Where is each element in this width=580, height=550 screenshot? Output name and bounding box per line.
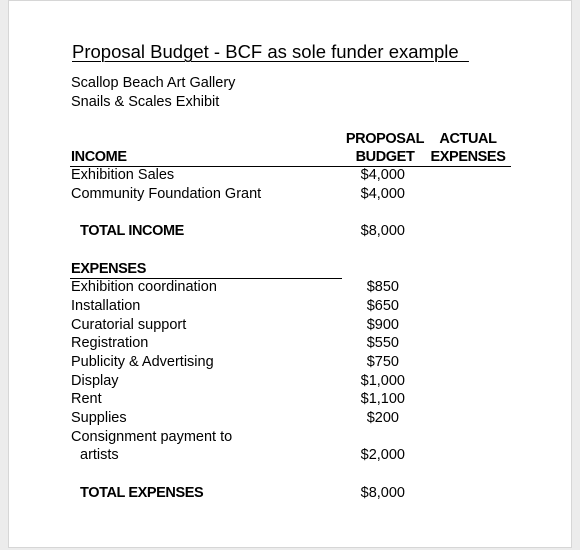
expense-row-label-continued: artists xyxy=(80,447,119,463)
expense-row-label: Exhibition coordination xyxy=(71,279,217,295)
expenses-heading: EXPENSES xyxy=(71,261,146,277)
expense-row-label: Publicity & Advertising xyxy=(71,354,214,370)
expense-row-amount: $1,000 xyxy=(360,373,405,389)
total-income-label: TOTAL INCOME xyxy=(80,223,184,239)
expense-row-label: Rent xyxy=(71,391,102,407)
expense-row-amount: $550 xyxy=(366,335,399,351)
expense-row-amount: $750 xyxy=(366,354,399,370)
document-title: Proposal Budget - BCF as sole funder example xyxy=(72,41,469,62)
total-expenses-amount: $8,000 xyxy=(360,485,405,501)
organization-name: Scallop Beach Art Gallery xyxy=(71,75,236,91)
income-row-amount: $4,000 xyxy=(360,167,405,183)
actual-expenses-header-line1: ACTUAL xyxy=(439,131,497,147)
income-row-amount: $4,000 xyxy=(360,186,405,202)
income-row-label: Exhibition Sales xyxy=(71,167,175,183)
expense-row-amount: $2,000 xyxy=(360,447,405,463)
expense-row-label: Installation xyxy=(71,298,141,314)
expense-row-label: Consignment payment to xyxy=(71,429,233,445)
expense-row-amount: $850 xyxy=(366,279,399,295)
expense-row-label: Supplies xyxy=(71,410,127,426)
exhibit-name: Snails & Scales Exhibit xyxy=(71,94,220,110)
expense-row-amount: $200 xyxy=(366,410,399,426)
expense-row-label: Registration xyxy=(71,335,149,351)
expense-row-amount: $650 xyxy=(366,298,399,314)
expense-row-amount: $900 xyxy=(366,317,399,333)
total-income-amount: $8,000 xyxy=(360,223,405,239)
expense-row-amount: $1,100 xyxy=(360,391,405,407)
proposal-budget-header-line1: PROPOSAL xyxy=(345,131,425,147)
expense-row-label: Display xyxy=(71,373,119,389)
actual-expenses-header-line2: EXPENSES xyxy=(430,149,506,165)
expense-row-label: Curatorial support xyxy=(71,317,187,333)
proposal-budget-header-line2: BUDGET xyxy=(355,149,415,165)
total-expenses-label: TOTAL EXPENSES xyxy=(80,485,204,501)
income-row-label: Community Foundation Grant xyxy=(71,186,262,202)
income-heading: INCOME xyxy=(71,149,127,165)
